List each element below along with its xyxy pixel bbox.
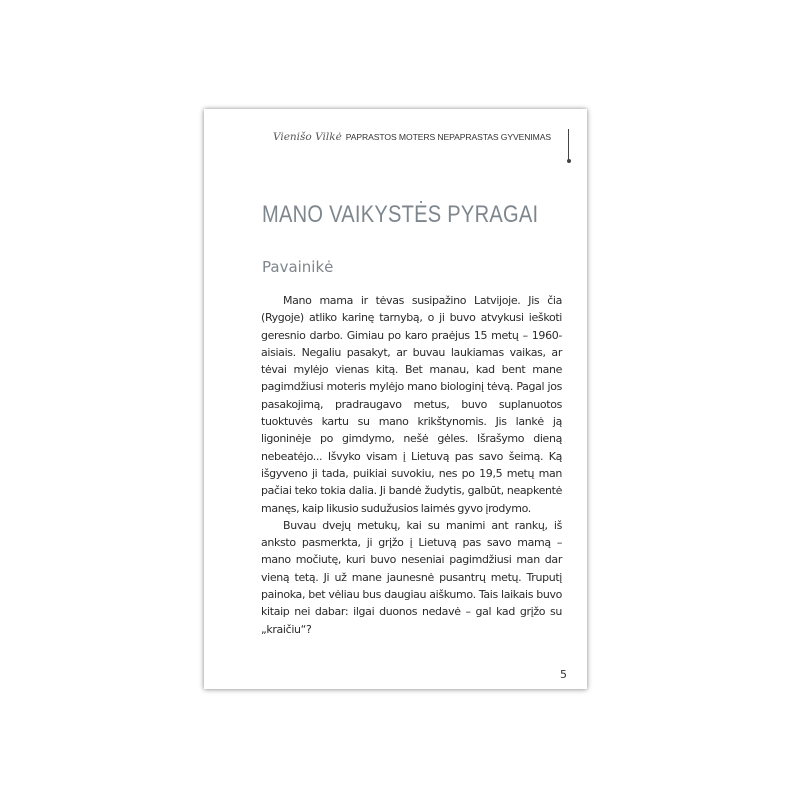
- page-number: 5: [560, 668, 567, 681]
- paragraph: Buvau dvejų metukų, kai su manimi ant rankų, iš anksto pasmerkta, ji grįžo į Lietuvą pas savo mamą – mano močiutę, kuri buvo neseniai pagimdžiusi man dar vieną tetą. Ji už mane jaunesnė pusantrų metų. Truputį painoka, bet vėliau bus daugiau aiškumo. Tais laikais buvo kitaip nei dabar: ilgai duonos nedavė – gal kad grįžo su „kraičiu“?: [261, 518, 562, 636]
- paragraph: Mano mama ir tėvas susipažino Latvijoje. Jis čia (Rygoje) atliko karinę tarnybą, o ji buvo atvykusi ieškoti geresnio darbo. Gimiau po karo praėjus 15 metų – 1960-aisiais. Negaliu pasakyt, ar buvau laukiamas vaikas, ar tėvai mylėjo vienas kitą. Bet manau, kad bent mane pagimdžiusi moteris mylėjo mano biologinį tėvą. Pagal jos pasakojimą, pradraugavo metus, buvo suplanuotos tuoktuvės kartu su mano krikštynomis. Jis lankė ją ligoninėje po gimdymo, nešė gėles. Išrašymo dieną nebeatėjo... Išvyko visam į Lietuvą pas savo šeimą. Ką išgyveno ji tada, puikiai suvokiu, nes po 19,5 metų man pačiai teko tokia dalia. Ji bandė žudytis, galbūt, neapkentė manęs, kaip likusio sudužusios laimės gyvo įrodymo.: [261, 294, 562, 515]
- book-page: [204, 109, 587, 689]
- chapter-title: MANO VAIKYSTĖS PYRAGAI: [262, 201, 539, 228]
- header-divider: [568, 129, 569, 161]
- running-header: [273, 131, 551, 143]
- header-author: Vienišo Vilkė: [272, 131, 342, 143]
- body-text: [261, 292, 562, 638]
- header-book-title: PAPRASTOS MOTERS NEPAPRASTAS GYVENIMAS: [345, 132, 551, 142]
- section-title: Pavainikė: [262, 258, 334, 276]
